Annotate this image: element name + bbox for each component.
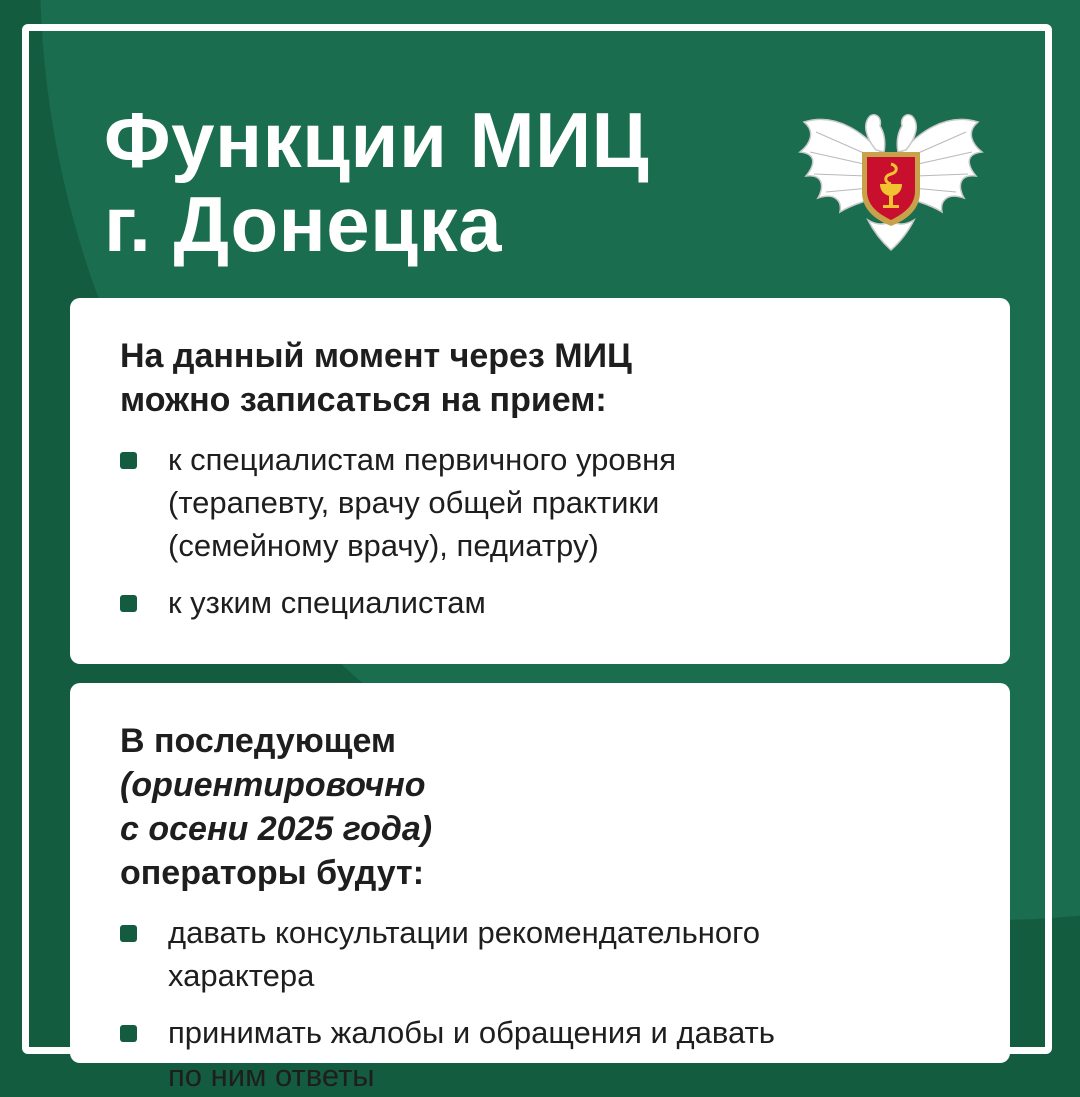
square-bullet-icon — [120, 595, 137, 612]
list-item: к специалистам первичного уровня (терапевту, врачу общей практики (семейному врачу), педиатру) — [120, 438, 960, 567]
card-future-services — [70, 683, 1010, 1093]
eagle-emblem-icon — [796, 92, 986, 254]
page-title — [104, 98, 649, 266]
card1-title: На данный момент через МИЦ можно записаться на прием: — [120, 337, 632, 419]
list-item: к узким специалистам — [120, 581, 960, 624]
card2-list — [120, 911, 960, 1097]
title-line-1: Функции МИЦ — [104, 96, 650, 184]
title-line-2: г. Донецка — [104, 180, 503, 268]
square-bullet-icon — [120, 1025, 137, 1042]
card-current-services — [70, 298, 1010, 664]
card1-list — [120, 438, 960, 624]
card2-title: В последующем (ориентировочно с осени 2025 года) операторы будут: — [120, 722, 433, 892]
list-item: давать консультации рекомендательного характера — [120, 911, 960, 997]
list-item: принимать жалобы и обращения и давать по ним ответы — [120, 1011, 960, 1097]
square-bullet-icon — [120, 452, 137, 469]
square-bullet-icon — [120, 925, 137, 942]
